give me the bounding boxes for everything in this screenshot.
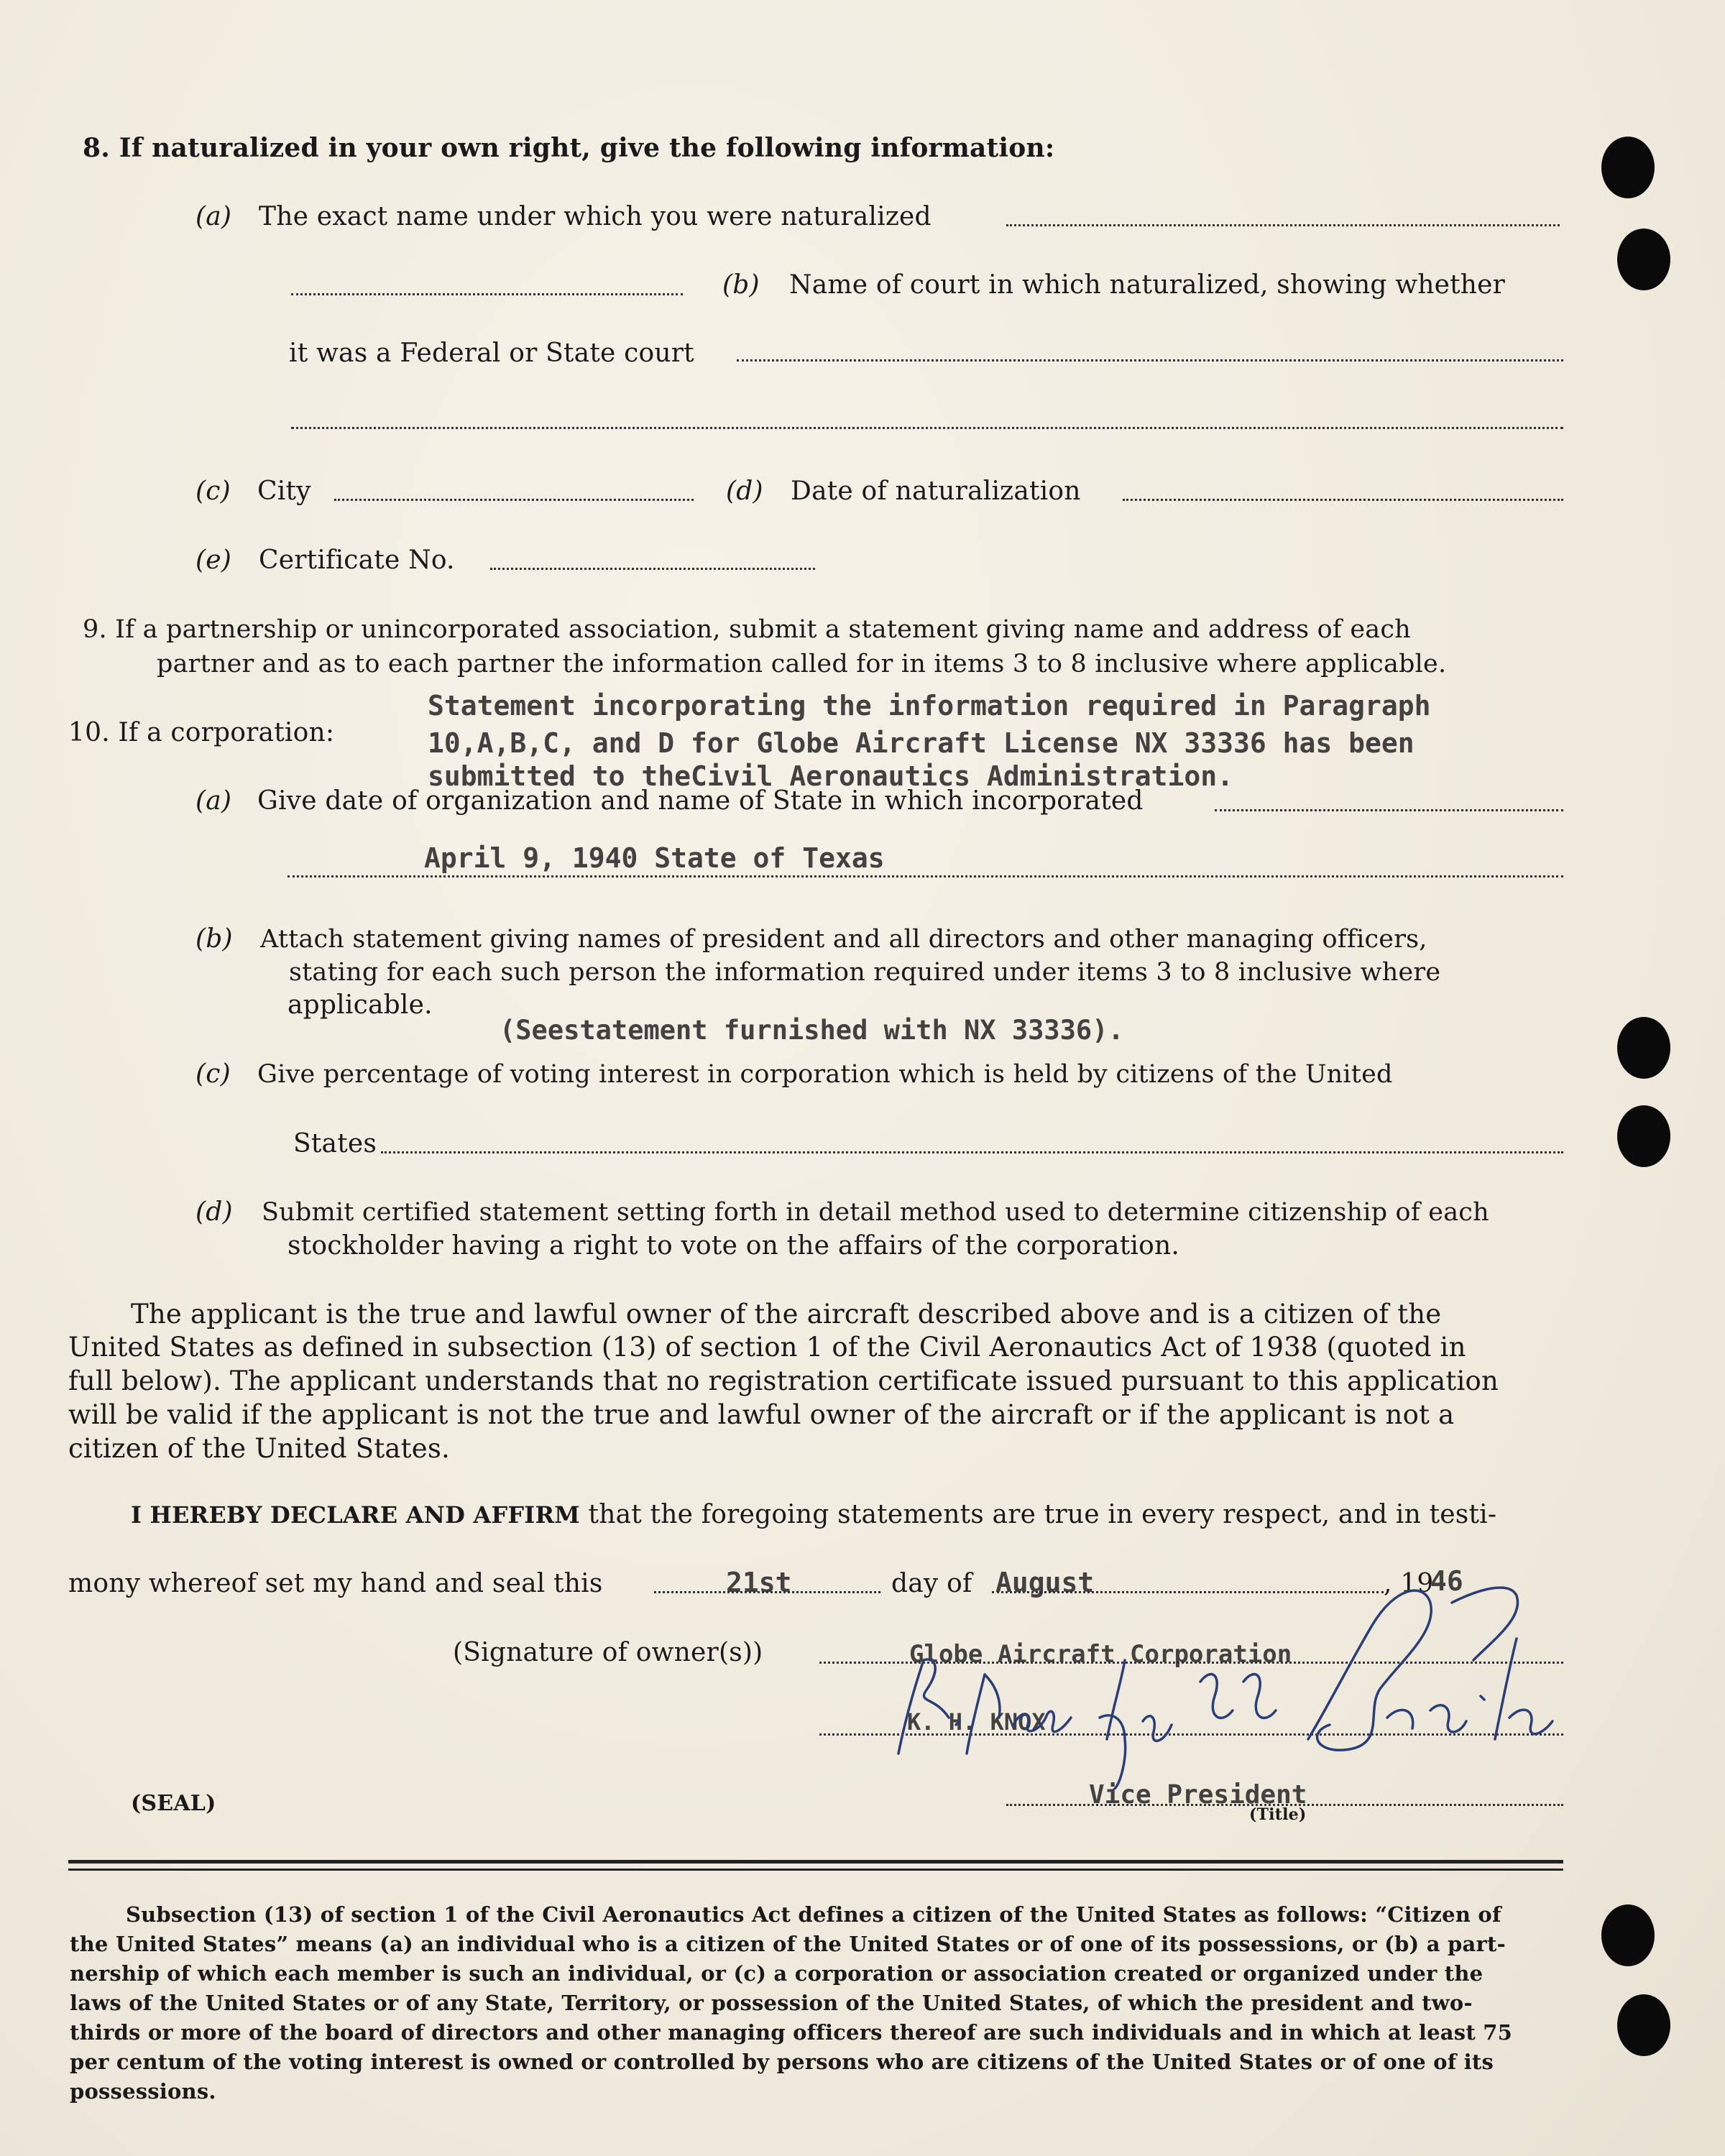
court-field[interactable]: [737, 359, 1563, 361]
footnote-line6: per centum of the voting interest is owned or controlled by persons who are citizens of the United States or of one of its: [70, 2050, 1494, 2074]
naturalization-date-field[interactable]: [1123, 499, 1563, 501]
naturalized-name-field-cont[interactable]: [291, 293, 683, 295]
footnote-line5: thirds or more of the board of directors and other managing officers thereof are such individuals and in which at least 75: [70, 2020, 1512, 2045]
officers-statement-value: (Seestatement furnished with NX 33336).: [500, 1015, 1124, 1046]
footnote-line3: nership of which each member is such an individual, or (c) a corporation or association created or organized under the: [70, 1961, 1484, 1986]
item10-heading: 10. If a corporation:: [68, 718, 335, 747]
item8-c-label: (c): [196, 476, 231, 506]
item10-c-line1: Give percentage of voting interest in corporation which is held by citizens of the United: [257, 1060, 1393, 1089]
seal-label: (SEAL): [131, 1791, 216, 1816]
divider-rule-top: [68, 1860, 1563, 1864]
voting-percentage-field[interactable]: [381, 1151, 1563, 1153]
typed-statement-line2: 10,A,B,C, and D for Globe Aircraft License NX 33336 has been: [428, 727, 1414, 759]
incorporation-field-cont[interactable]: [288, 875, 1563, 877]
item10-d-label: (d): [196, 1197, 233, 1227]
month-value[interactable]: August: [995, 1567, 1095, 1598]
item8-d-text: Date of naturalization: [791, 476, 1081, 506]
declaration-line5: citizen of the United States.: [68, 1433, 450, 1464]
signature-label: (Signature of owner(s)): [453, 1638, 763, 1667]
item8-b-text: Name of court in which naturalized, showing whether: [789, 270, 1506, 300]
declaration-line1: The applicant is the true and lawful owner of the aircraft described above and is a citizen of the: [131, 1299, 1442, 1330]
incorporation-value[interactable]: April 9, 1940 State of Texas: [424, 842, 885, 874]
affirm-rest: that the foregoing statements are true in every respect, and in testi-: [588, 1500, 1497, 1529]
footnote-line4: laws of the United States or of any State, Territory, or possession of the United States, of which the president and two-: [70, 1991, 1473, 2015]
item10-b-line1: Attach statement giving names of president and all directors and other managing officers,: [260, 925, 1427, 954]
company-name: Globe Aircraft Corporation: [909, 1640, 1292, 1669]
item9-line1: 9. If a partnership or unincorporated association, submit a statement giving name and address of each: [83, 615, 1411, 644]
item9-line2: partner and as to each partner the information called for in items 3 to 8 inclusive where applicable.: [157, 650, 1447, 678]
day-value[interactable]: 21st: [726, 1567, 792, 1598]
title-value[interactable]: Vice President: [1089, 1780, 1307, 1810]
court-field-cont[interactable]: [291, 427, 1563, 429]
item8-b-label: (b): [722, 270, 760, 300]
item10-c-label: (c): [196, 1059, 231, 1089]
year-prefix: , 19: [1384, 1569, 1434, 1598]
punch-hole-5: [1601, 1904, 1655, 1966]
signed-name: K. H. KNOX: [907, 1708, 1046, 1736]
punch-hole-1: [1601, 137, 1655, 198]
typed-statement-line1: Statement incorporating the information required in Paragraph: [428, 690, 1431, 722]
item8-b-cont: it was a Federal or State court: [289, 338, 694, 368]
item8-e-label: (e): [196, 545, 231, 575]
punch-hole-3: [1617, 1017, 1670, 1079]
day-of-label: day of: [891, 1569, 972, 1598]
affirm-caps: I HEREBY DECLARE AND AFFIRM: [131, 1501, 580, 1529]
incorporation-field[interactable]: [1215, 809, 1563, 811]
item10-d-line2: stockholder having a right to vote on the affairs of the corporation.: [288, 1231, 1179, 1261]
item8-a-text: The exact name under which you were naturalized: [259, 202, 932, 231]
item8-a-label: (a): [196, 202, 232, 231]
item8-heading: 8. If naturalized in your own right, give the following information:: [83, 133, 1055, 163]
naturalized-name-field[interactable]: [1006, 224, 1560, 226]
item10-b-label: (b): [196, 924, 233, 954]
punch-hole-4: [1617, 1105, 1670, 1167]
divider-rule-bottom: [68, 1869, 1563, 1871]
item10-a-text: Give date of organization and name of State in which incorporated: [257, 786, 1144, 816]
footnote-line1: Subsection (13) of section 1 of the Civil Aeronautics Act defines a citizen of the United States as follows: “Citizen of: [126, 1902, 1501, 1927]
item10-c-line2: States: [293, 1129, 377, 1158]
declaration-line2: United States as defined in subsection (13) of section 1 of the Civil Aeronautics Act of 1938 (quoted in: [68, 1332, 1466, 1363]
year-value[interactable]: 46: [1430, 1565, 1463, 1597]
item10-a-label: (a): [196, 786, 232, 816]
item10-b-line3: applicable.: [288, 990, 433, 1020]
affirm-line: [131, 1499, 1496, 1531]
punch-hole-6: [1617, 1994, 1670, 2056]
item10-b-line2: stating for each such person the information required under items 3 to 8 inclusive where: [289, 958, 1441, 987]
declaration-line4: will be valid if the applicant is not the true and lawful owner of the aircraft or if the applicant is not a: [68, 1399, 1455, 1430]
typed-statement-line3: submitted to theCivil Aeronautics Administration.: [428, 760, 1234, 792]
mony-prefix: mony whereof set my hand and seal this: [68, 1569, 603, 1598]
declaration-line3: full below). The applicant understands that no registration certificate issued pursuant to this application: [68, 1365, 1499, 1396]
footnote-line7: possessions.: [70, 2079, 216, 2104]
handwritten-signature: [884, 1574, 1574, 1789]
footnote-line2: the United States” means (a) an individual who is a citizen of the United States or of one of its possessions, or (b) a part-: [70, 1932, 1506, 1956]
certificate-no-field[interactable]: [490, 568, 815, 570]
item8-d-label: (d): [726, 476, 763, 506]
city-field[interactable]: [334, 499, 694, 501]
punch-hole-2: [1617, 229, 1670, 290]
item8-c-text: City: [257, 476, 311, 506]
item10-d-line1: Submit certified statement setting forth in detail method used to determine citizenship of each: [262, 1198, 1489, 1227]
item8-e-text: Certificate No.: [259, 545, 455, 575]
title-label: (Title): [1249, 1805, 1307, 1824]
